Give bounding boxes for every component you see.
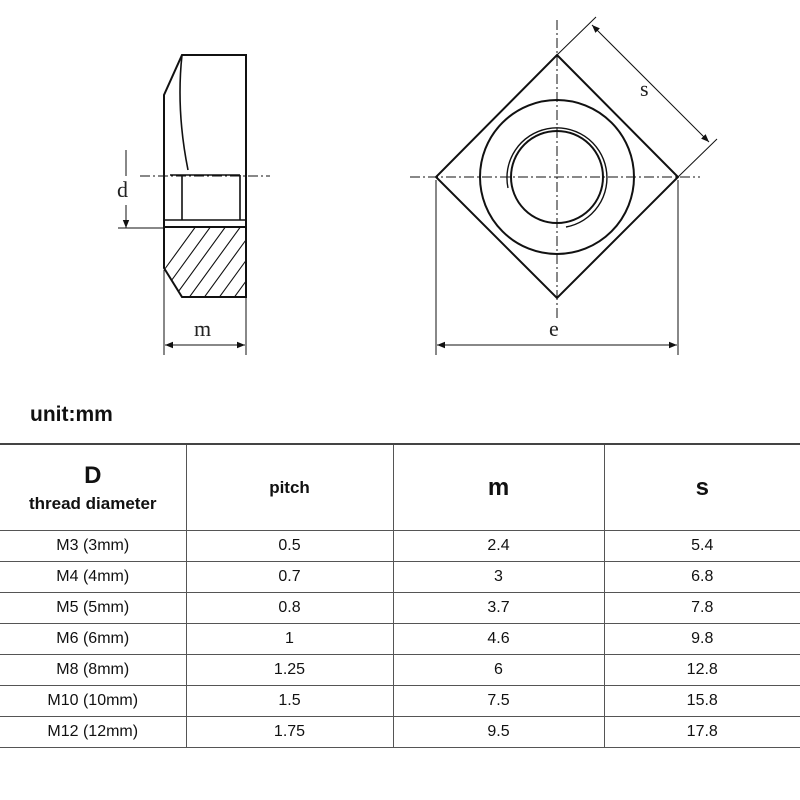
- cell-s: 5.4: [604, 531, 800, 562]
- header-m-label: m: [487, 473, 510, 501]
- label-d: d: [117, 177, 128, 202]
- table-row: [0, 686, 800, 717]
- cell-m: 4.6: [393, 624, 604, 655]
- cell-s: 9.8: [604, 624, 800, 655]
- header-d-main: D: [84, 461, 102, 489]
- header-pitch: [186, 444, 393, 531]
- section-hatch: [135, 200, 305, 310]
- table-row: [0, 593, 800, 624]
- cell-pitch: 1: [186, 624, 393, 655]
- cell-s: 15.8: [604, 686, 800, 717]
- header-d: [0, 444, 186, 531]
- label-s: s: [640, 76, 649, 101]
- table-row: [0, 624, 800, 655]
- cell-d: M10 (10mm): [0, 686, 186, 717]
- spec-table: [0, 443, 800, 748]
- cell-m: 7.5: [393, 686, 604, 717]
- header-m: [393, 444, 604, 531]
- side-view: [118, 55, 305, 355]
- cell-d: M4 (4mm): [0, 562, 186, 593]
- cell-pitch: 1.75: [186, 717, 393, 748]
- top-view: [410, 17, 717, 355]
- table-header-row: [0, 444, 800, 531]
- table-row: [0, 562, 800, 593]
- chamfer-curve: [180, 55, 188, 170]
- cell-s: 6.8: [604, 562, 800, 593]
- cell-m: 6: [393, 655, 604, 686]
- cell-d: M5 (5mm): [0, 593, 186, 624]
- cell-d: M12 (12mm): [0, 717, 186, 748]
- cell-s: 7.8: [604, 593, 800, 624]
- cell-d: M3 (3mm): [0, 531, 186, 562]
- table-row: [0, 655, 800, 686]
- cell-m: 3.7: [393, 593, 604, 624]
- cell-d: M6 (6mm): [0, 624, 186, 655]
- cell-s: 17.8: [604, 717, 800, 748]
- cell-d: M8 (8mm): [0, 655, 186, 686]
- header-pitch-label: pitch: [269, 477, 310, 497]
- cell-pitch: 1.5: [186, 686, 393, 717]
- s-dimension-line: [592, 25, 709, 142]
- label-m: m: [194, 316, 212, 341]
- label-e: e: [549, 316, 559, 341]
- cell-m: 9.5: [393, 717, 604, 748]
- header-s-label: s: [695, 473, 709, 501]
- cell-m: 2.4: [393, 531, 604, 562]
- cell-pitch: 0.5: [186, 531, 393, 562]
- cell-m: 3: [393, 562, 604, 593]
- unit-label: unit:mm: [30, 403, 113, 426]
- cell-pitch: 1.25: [186, 655, 393, 686]
- technical-drawing: [0, 0, 800, 390]
- header-d-sub: thread diameter: [28, 493, 157, 513]
- table-row: [0, 531, 800, 562]
- table-row: [0, 717, 800, 748]
- header-s: [604, 444, 800, 531]
- cell-s: 12.8: [604, 655, 800, 686]
- cell-pitch: 0.7: [186, 562, 393, 593]
- cell-pitch: 0.8: [186, 593, 393, 624]
